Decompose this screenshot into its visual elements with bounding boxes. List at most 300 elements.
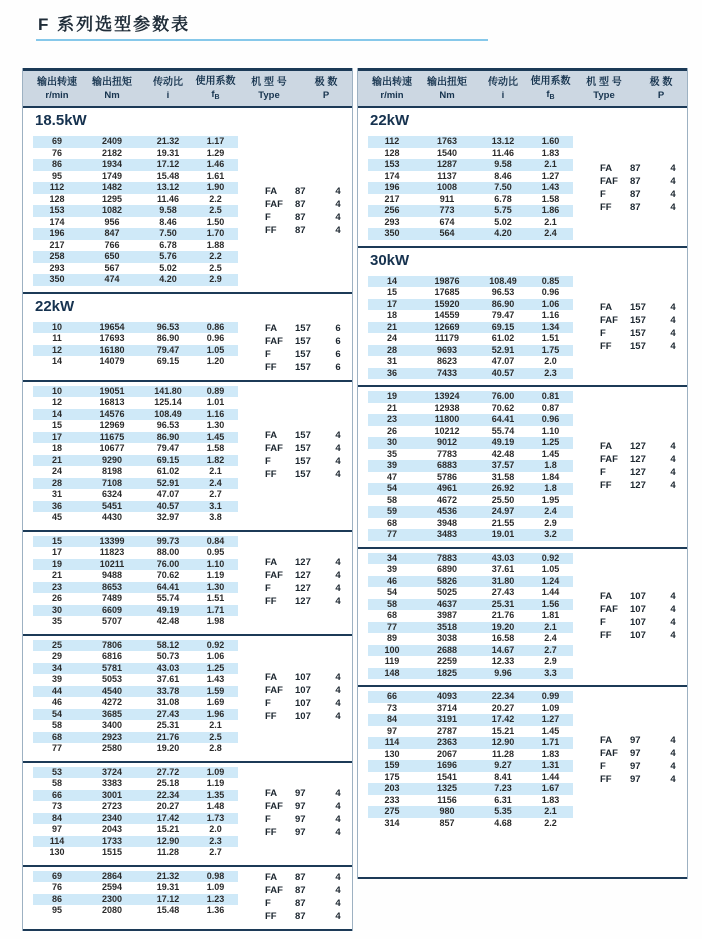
table-row [33,466,238,478]
service-factor-value: 1.83 [541,147,560,158]
torque-value: 17685 [434,287,460,297]
block-rows [368,553,573,680]
speed-value: 31 [51,489,62,499]
type-size: 87 [630,162,641,174]
service-factor-value: 1.56 [541,598,560,609]
ratio-value: 33.78 [156,685,180,696]
header-col-poles [300,76,352,102]
block-rows [33,640,238,755]
service-factor-value: 1.69 [206,697,225,707]
service-factor-value: 2.2 [544,817,557,828]
service-factor-value: 1.05 [206,344,225,355]
table-row [33,501,238,513]
speed-value: 84 [386,714,397,724]
ratio-value: 6.78 [494,193,512,204]
ratio-value: 9.96 [494,667,512,678]
pole-count: 4 [335,871,341,883]
type-model: FA [265,672,278,683]
speed-value: 293 [384,216,400,227]
torque-value: 1287 [436,159,458,169]
torque-value: 14559 [434,310,460,320]
table-row [368,749,573,761]
type-model: F [265,348,271,360]
table-header [23,68,352,108]
type-list [238,640,352,755]
type-size: 107 [630,629,646,641]
table-row [33,409,238,421]
table-row [368,714,573,726]
type-model: F [265,813,271,825]
speed-value: 26 [386,425,397,436]
block-rows [368,276,573,380]
type-row [600,629,681,642]
type-list [573,553,687,680]
service-factor-value: 1.16 [206,408,225,419]
col-service-factor-label-zh: 使用系数 [195,75,236,87]
torque-value: 2300 [101,893,123,904]
torque-value: 3383 [101,778,123,788]
type-row [265,787,346,800]
torque-value: 10212 [434,425,460,436]
table-row [33,709,238,721]
ratio-value: 8.46 [494,170,512,181]
block-rows [33,871,238,923]
service-factor-value: 0.95 [206,547,225,557]
type-row [600,327,681,340]
ratio-value: 58.12 [156,639,180,650]
type-size: 127 [630,466,646,478]
type-row [265,556,346,569]
table-row [368,703,573,715]
ratio-value: 21.32 [156,870,180,881]
block-rows [33,322,238,374]
type-model: FAF [600,748,618,759]
torque-value: 11675 [99,431,125,442]
speed-value: 39 [51,674,62,684]
service-factor-value: 2.8 [209,743,222,753]
table-row [33,847,238,859]
service-factor-value: 2.9 [544,517,557,528]
speed-value: 15 [51,420,62,430]
speed-value: 77 [386,529,397,539]
type-row [265,198,346,211]
torque-value: 11179 [434,333,460,343]
torque-value: 1156 [437,794,457,805]
header-col-ratio [478,76,528,102]
table-row [33,171,238,183]
speed-value: 112 [384,136,400,146]
col-service-factor-label-en: $f_B$ [546,88,555,101]
parameter-block [358,272,687,388]
type-row [600,440,681,453]
speed-value: 19 [51,558,62,569]
service-factor-value: 0.96 [541,414,560,424]
table-row [33,420,238,432]
ratio-value: 40.57 [156,500,180,511]
speed-value: 95 [51,905,62,915]
service-factor-value: 1.23 [206,893,225,904]
table-row [368,426,573,438]
block-rows [368,391,573,541]
table-row [368,287,573,299]
service-factor-value: 1.43 [541,182,560,192]
service-factor-value: 2.5 [209,731,222,742]
table-row [33,274,238,286]
pole-count: 4 [670,175,676,187]
table-row [368,795,573,807]
section-title: 22kW [35,297,75,315]
table-row [368,391,573,403]
ratio-value: 15.48 [156,170,180,181]
pole-count: 4 [335,685,341,696]
ratio-value: 25.31 [491,598,515,609]
table-row [368,322,573,334]
table-row [33,640,238,652]
ratio-value: 86.90 [156,431,180,442]
torque-value: 6324 [101,489,123,499]
header-col-speed [368,76,416,102]
torque-value: 13399 [99,535,125,546]
service-factor-value: 1.01 [206,397,225,407]
table-row [33,559,238,571]
parameter-block [23,532,352,636]
ratio-value: 79.47 [156,344,180,355]
table-row [368,783,573,795]
type-list [238,322,352,374]
speed-value: 275 [384,806,400,816]
table-row [33,386,238,398]
type-row [265,910,346,923]
torque-value: 956 [104,216,120,227]
pole-count: 4 [670,302,676,314]
speed-value: 12 [51,344,62,355]
speed-value: 36 [51,500,62,511]
ratio-value: 47.07 [156,489,180,499]
service-factor-value: 0.96 [541,287,560,297]
table-right-half [357,68,688,879]
ratio-value: 27.43 [156,708,180,719]
torque-value: 5781 [101,662,123,673]
type-model: FF [600,201,612,213]
torque-value: 14576 [99,408,125,419]
type-model: FAF [265,198,283,210]
ratio-value: 5.35 [494,806,512,816]
ratio-value: 61.02 [491,333,515,343]
ratio-value: 70.62 [156,570,180,580]
table-left-half [22,68,353,931]
table-row [368,726,573,738]
torque-value: 3685 [101,708,123,719]
type-size: 157 [295,455,311,467]
type-size: 157 [295,322,311,334]
table-row [368,737,573,749]
speed-value: 24 [386,333,397,343]
torque-value: 567 [104,262,120,273]
service-factor-value: 2.1 [544,159,557,169]
speed-value: 66 [51,789,62,800]
service-factor-value: 1.35 [206,789,225,800]
speed-value: 39 [386,564,397,574]
service-factor-value: 1.10 [206,558,225,569]
ratio-value: 32.97 [156,512,180,522]
type-size: 157 [295,442,311,454]
torque-value: 1325 [436,783,458,793]
service-factor-value: 1.46 [206,159,225,169]
ratio-value: 64.41 [156,581,180,592]
speed-value: 18 [51,443,62,453]
title-underline [36,39,488,41]
pole-count: 6 [335,361,341,373]
torque-value: 11800 [434,414,460,424]
torque-value: 13924 [434,391,460,401]
table-row [33,217,238,229]
speed-value: 36 [386,367,397,378]
speed-value: 95 [51,170,62,181]
speed-value: 196 [384,182,400,192]
pole-count: 6 [335,322,341,334]
speed-value: 314 [384,817,400,828]
section-title: 22kW [370,112,410,129]
table-row [368,483,573,495]
service-factor-value: 1.71 [541,737,560,747]
ratio-value: 12.33 [491,656,515,666]
speed-value: 34 [386,552,397,563]
speed-value: 12 [51,397,62,407]
type-row [600,479,681,492]
ratio-value: 42.48 [491,448,515,459]
type-row [600,734,681,747]
type-row [265,800,346,813]
col-speed-label-zh: 输出转速 [372,77,412,88]
speed-value: 23 [386,414,397,424]
ratio-value: 86.90 [156,333,180,343]
type-model: FAF [600,175,618,187]
table-row [33,432,238,444]
speed-value: 21 [51,570,62,580]
type-model: FA [600,162,613,174]
table-row [368,368,573,380]
service-factor-value: 1.06 [206,651,225,661]
col-type-label-zh: 机 型 号 [586,77,622,88]
service-factor-value: 1.67 [541,783,560,793]
ratio-value: 5.76 [159,251,177,261]
table-row [33,882,238,894]
parameter-block [358,549,687,688]
service-factor-value: 1.29 [206,147,225,158]
speed-value: 174 [49,216,65,227]
service-factor-value: 1.83 [541,748,560,759]
type-size: 97 [630,774,641,785]
torque-value: 7806 [101,639,123,650]
service-factor-value: 0.99 [541,691,560,701]
type-row [600,466,681,479]
ratio-value: 64.41 [491,414,515,424]
pole-count: 4 [335,198,341,210]
type-size: 87 [295,897,306,909]
service-factor-value: 1.24 [541,575,560,586]
service-factor-value: 2.4 [544,228,557,238]
ratio-value: 50.73 [156,651,180,661]
col-poles-label-en: P [322,90,330,101]
type-row [265,813,346,826]
table-row [33,616,238,628]
section-title: 30kW [370,251,410,269]
torque-value: 4430 [101,512,123,522]
parameter-block [23,318,352,382]
parameter-block [23,132,352,294]
section-title: 18.5kW [35,112,87,129]
pole-count: 4 [335,897,341,909]
type-row [600,747,681,760]
table-row [368,610,573,622]
table-row [33,871,238,883]
table-row [33,605,238,617]
service-factor-value: 1.25 [206,662,225,673]
torque-value: 3724 [101,766,123,777]
ratio-value: 22.34 [491,691,515,701]
service-factor-value: 1.95 [541,494,560,505]
table-row [33,674,238,686]
speed-value: 258 [49,251,65,261]
ratio-value: 47.07 [491,356,515,366]
pole-count: 4 [335,556,341,568]
service-factor-value: 2.2 [209,251,222,261]
service-factor-value: 2.4 [209,477,222,488]
service-factor-value: 1.44 [541,587,560,597]
torque-value: 10211 [99,558,125,569]
block-rows [368,136,573,240]
torque-value: 8198 [101,466,123,476]
speed-value: 128 [384,147,400,158]
torque-value: 1541 [436,771,458,782]
table-row [33,663,238,675]
torque-value: 6890 [436,564,458,574]
ratio-value: 27.43 [491,587,515,597]
torque-value: 17693 [99,333,125,343]
type-row [600,162,681,175]
service-factor-value: 1.25 [541,437,560,447]
type-model: FF [265,361,277,373]
torque-value: 1763 [436,136,458,146]
type-row [265,455,346,468]
service-factor-value: 2.5 [209,205,222,215]
table-row [368,194,573,206]
ratio-value: 31.80 [491,575,515,586]
service-factor-value: 1.50 [206,216,225,227]
pole-count: 6 [335,348,341,360]
col-torque-label-zh: 输出扭矩 [92,77,132,88]
speed-value: 350 [384,228,400,238]
type-model: FA [600,590,613,602]
type-model: F [265,455,271,467]
table-row [33,813,238,825]
table-row [368,599,573,611]
type-row [265,697,346,710]
col-torque-label-en: Nm [104,90,120,101]
speed-value: 17 [51,431,62,442]
parameter-table [22,68,688,931]
speed-value: 114 [49,835,65,846]
speed-value: 45 [51,512,62,522]
torque-value: 6883 [436,460,458,470]
table-row [33,478,238,490]
table-row [368,818,573,830]
speed-value: 76 [51,882,62,892]
ratio-value: 5.75 [494,205,512,215]
type-size: 97 [295,787,306,799]
col-ratio-label-en: i [501,90,505,101]
speed-value: 112 [49,182,65,192]
table-row [368,299,573,311]
type-model: F [265,582,271,594]
service-factor-value: 1.88 [206,239,225,250]
speed-value: 31 [386,356,397,366]
type-list [238,767,352,859]
ratio-value: 108.49 [489,275,517,286]
type-size: 157 [630,341,646,353]
ratio-value: 49.19 [491,437,515,447]
pole-count: 4 [670,315,676,327]
type-model: FF [600,629,612,641]
type-model: FA [265,429,278,441]
speed-value: 17 [51,547,62,557]
ratio-value: 12.90 [156,835,180,846]
type-row [265,185,346,198]
table-row [368,136,573,148]
table-row [368,159,573,171]
table-row [33,836,238,848]
table-row [33,251,238,263]
service-factor-value: 0.81 [541,391,560,401]
type-size: 87 [295,185,306,197]
type-size: 97 [630,748,641,759]
service-factor-value: 1.84 [541,471,560,482]
speed-value: 15 [386,287,397,297]
speed-value: 97 [386,725,397,736]
torque-value: 2363 [436,737,458,747]
speed-value: 119 [384,656,400,666]
torque-value: 19654 [99,321,125,332]
table-row [368,345,573,357]
torque-value: 2043 [101,824,123,834]
parameter-block [23,382,352,532]
speed-value: 14 [51,356,62,366]
speed-value: 217 [384,193,400,204]
table-row [368,668,573,680]
speed-value: 148 [384,667,400,678]
type-size: 127 [295,582,311,594]
service-factor-value: 0.86 [206,321,225,332]
speed-value: 77 [51,743,62,753]
ratio-value: 96.53 [156,321,180,332]
torque-value: 8623 [436,356,458,366]
table-row [33,536,238,548]
speed-value: 159 [384,760,400,770]
header-col-speed [33,76,81,102]
table-row [33,790,238,802]
pole-count: 4 [335,672,341,683]
type-row [600,301,681,314]
type-row [600,175,681,188]
type-size: 107 [630,603,646,615]
table-row [33,263,238,275]
table-row [33,824,238,836]
pole-count: 4 [670,162,676,174]
torque-value: 9488 [101,570,123,580]
type-row [265,361,346,374]
type-size: 87 [630,188,641,200]
parameter-block [23,763,352,867]
